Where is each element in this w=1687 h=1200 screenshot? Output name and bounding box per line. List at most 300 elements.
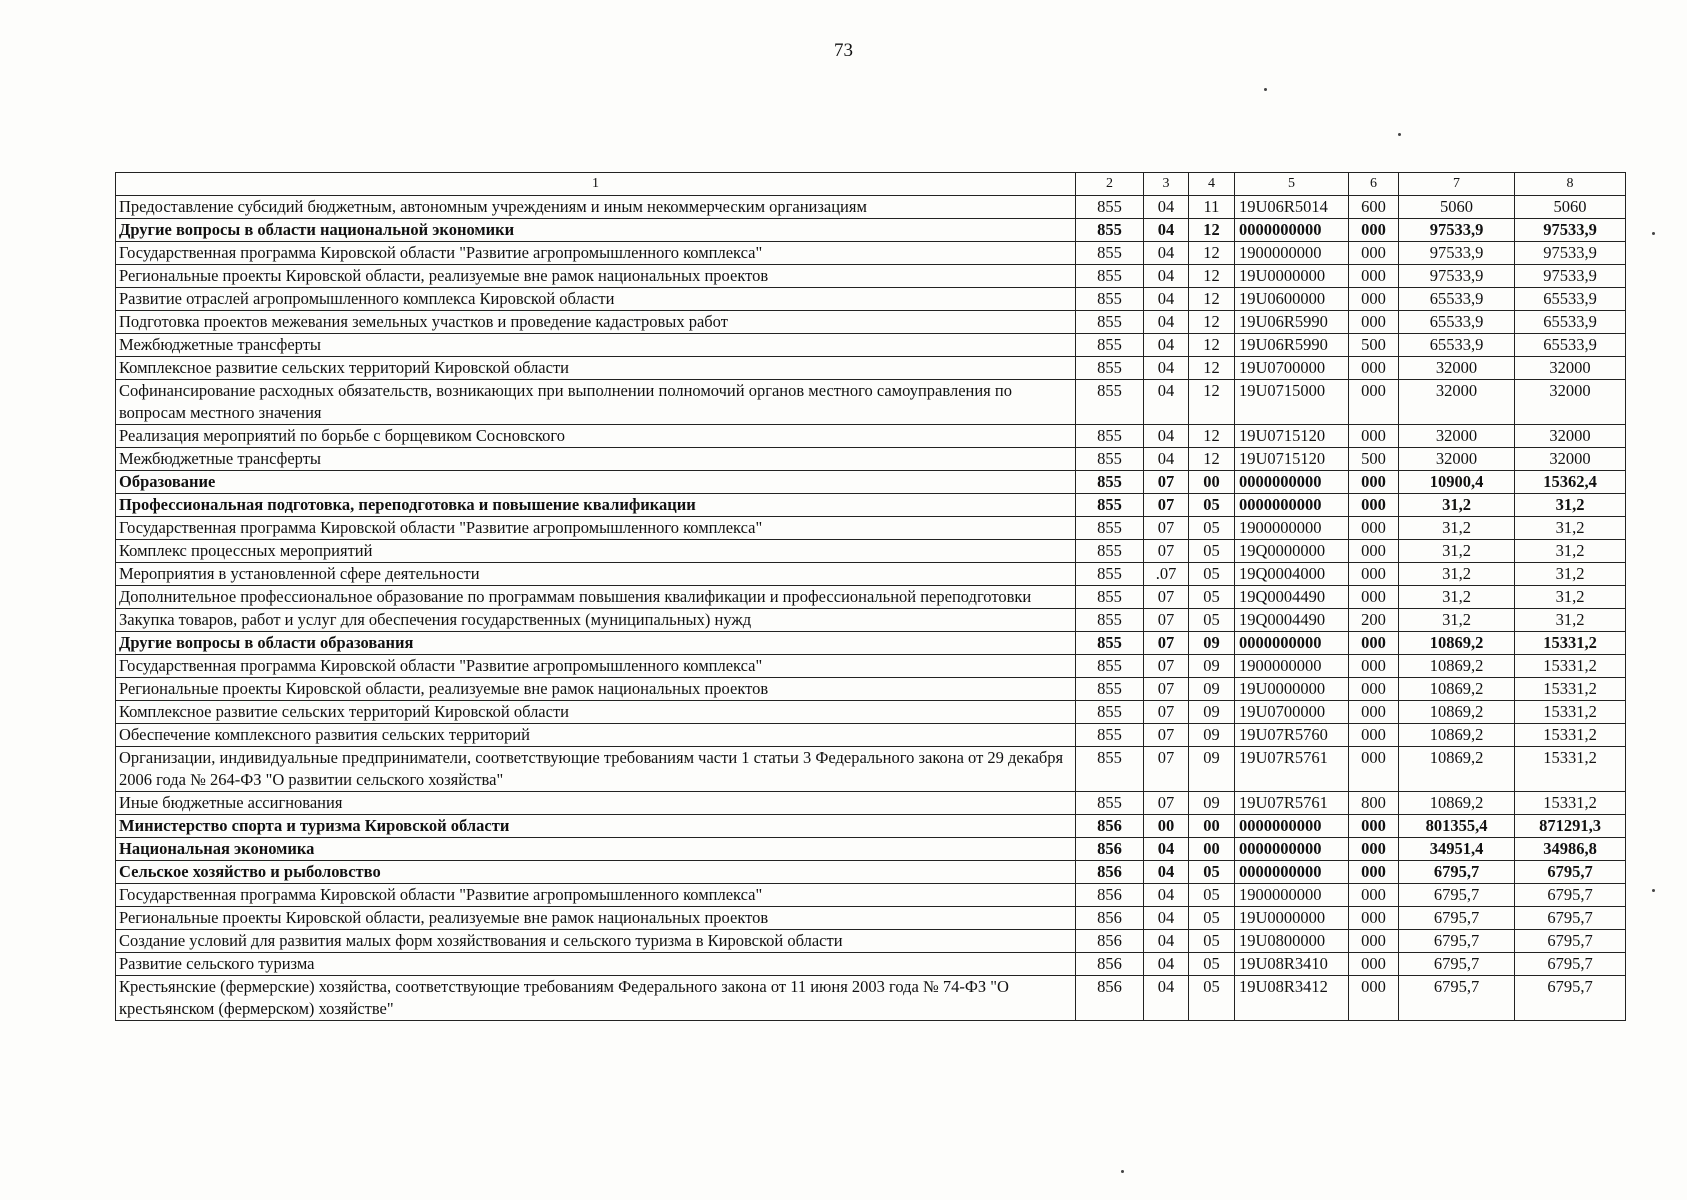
col8-amount-cell: 31,2 [1515,609,1626,632]
col5-code-cell: 19U0700000 [1235,701,1349,724]
col4-cell: 09 [1189,747,1235,792]
col2-cell: 855 [1076,655,1144,678]
row-name-cell: Государственная программа Кировской области "Развитие агропромышленного комплекса" [116,884,1076,907]
col2-cell: 855 [1076,724,1144,747]
col5-code-cell: 0000000000 [1235,219,1349,242]
col2-cell: 855 [1076,288,1144,311]
row-name-cell: Сельское хозяйство и рыболовство [116,861,1076,884]
col6-cell: 000 [1349,724,1399,747]
table-row [116,838,1626,861]
row-name-cell: Развитие отраслей агропромышленного комплекса Кировской области [116,288,1076,311]
col6-cell: 000 [1349,884,1399,907]
col8-amount-cell: 15362,4 [1515,471,1626,494]
row-name-cell: Крестьянские (фермерские) хозяйства, соответствующие требованиям Федерального закона от 11 июня 2003 года № 74-ФЗ "О крестьянском (фермерском) хозяйстве" [116,976,1076,1021]
header-col-3: 3 [1144,173,1189,196]
col8-amount-cell: 15331,2 [1515,655,1626,678]
col6-cell: 500 [1349,334,1399,357]
col6-cell: 000 [1349,242,1399,265]
scan-speck [1652,232,1655,235]
table-header-row [116,173,1626,196]
col2-cell: 855 [1076,701,1144,724]
row-name-cell: Региональные проекты Кировской области, реализуемые вне рамок национальных проектов [116,907,1076,930]
col2-cell: 855 [1076,425,1144,448]
col7-amount-cell: 10869,2 [1399,701,1515,724]
col5-code-cell: 19U07R5760 [1235,724,1349,747]
col5-code-cell: 19Q0004490 [1235,609,1349,632]
col4-cell: 09 [1189,655,1235,678]
col8-amount-cell: 31,2 [1515,563,1626,586]
col7-amount-cell: 31,2 [1399,563,1515,586]
col8-amount-cell: 31,2 [1515,540,1626,563]
col3-cell: 07 [1144,494,1189,517]
table-row [116,334,1626,357]
col5-code-cell: 1900000000 [1235,242,1349,265]
col7-amount-cell: 5060 [1399,196,1515,219]
col8-amount-cell: 871291,3 [1515,815,1626,838]
table-row [116,288,1626,311]
col4-cell: 05 [1189,930,1235,953]
col8-amount-cell: 6795,7 [1515,953,1626,976]
col8-amount-cell: 6795,7 [1515,861,1626,884]
col5-code-cell: 19Q0004000 [1235,563,1349,586]
col5-code-cell: 19U0700000 [1235,357,1349,380]
scan-speck [1652,889,1655,892]
col4-cell: 05 [1189,609,1235,632]
col6-cell: 500 [1349,448,1399,471]
page-number: 73 [834,40,853,61]
col2-cell: 855 [1076,586,1144,609]
row-name-cell: Государственная программа Кировской области "Развитие агропромышленного комплекса" [116,517,1076,540]
col7-amount-cell: 10869,2 [1399,724,1515,747]
scan-speck [1121,1170,1124,1173]
col8-amount-cell: 15331,2 [1515,632,1626,655]
col3-cell: 07 [1144,517,1189,540]
col3-cell: 07 [1144,586,1189,609]
col4-cell: 12 [1189,219,1235,242]
col4-cell: 12 [1189,311,1235,334]
col3-cell: 07 [1144,747,1189,792]
row-name-cell: Организации, индивидуальные предприниматели, соответствующие требованиям части 1 статьи 3 Федерального закона от 29 декабря 2006 года № 264-ФЗ "О развитии сельского хозяйства" [116,747,1076,792]
col3-cell: .07 [1144,563,1189,586]
col8-amount-cell: 15331,2 [1515,792,1626,815]
col5-code-cell: 1900000000 [1235,655,1349,678]
row-name-cell: Комплексное развитие сельских территорий Кировской области [116,357,1076,380]
col6-cell: 000 [1349,425,1399,448]
row-name-cell: Межбюджетные трансферты [116,334,1076,357]
col2-cell: 855 [1076,448,1144,471]
col6-cell: 000 [1349,632,1399,655]
col3-cell: 04 [1144,242,1189,265]
col2-cell: 855 [1076,678,1144,701]
col2-cell: 855 [1076,747,1144,792]
row-name-cell: Межбюджетные трансферты [116,448,1076,471]
col5-code-cell: 19U0715120 [1235,425,1349,448]
col3-cell: 07 [1144,678,1189,701]
col5-code-cell: 19U08R3410 [1235,953,1349,976]
col7-amount-cell: 32000 [1399,448,1515,471]
col8-amount-cell: 97533,9 [1515,242,1626,265]
col7-amount-cell: 10869,2 [1399,632,1515,655]
col8-amount-cell: 31,2 [1515,494,1626,517]
table-row [116,448,1626,471]
row-name-cell: Государственная программа Кировской области "Развитие агропромышленного комплекса" [116,655,1076,678]
row-name-cell: Подготовка проектов межевания земельных участков и проведение кадастровых работ [116,311,1076,334]
col3-cell: 04 [1144,425,1189,448]
col7-amount-cell: 6795,7 [1399,930,1515,953]
col7-amount-cell: 97533,9 [1399,242,1515,265]
table-row [116,494,1626,517]
col4-cell: 05 [1189,517,1235,540]
col5-code-cell: 0000000000 [1235,861,1349,884]
table-row [116,747,1626,792]
col6-cell: 000 [1349,311,1399,334]
col3-cell: 04 [1144,861,1189,884]
row-name-cell: Реализация мероприятий по борьбе с борщевиком Сосновского [116,425,1076,448]
col6-cell: 000 [1349,265,1399,288]
col2-cell: 855 [1076,242,1144,265]
col5-code-cell: 19U0600000 [1235,288,1349,311]
col5-code-cell: 1900000000 [1235,517,1349,540]
row-name-cell: Профессиональная подготовка, переподготовка и повышение квалификации [116,494,1076,517]
row-name-cell: Комплекс процессных мероприятий [116,540,1076,563]
col4-cell: 12 [1189,288,1235,311]
col3-cell: 04 [1144,219,1189,242]
col2-cell: 855 [1076,219,1144,242]
col4-cell: 09 [1189,632,1235,655]
col8-amount-cell: 6795,7 [1515,907,1626,930]
col2-cell: 856 [1076,953,1144,976]
col7-amount-cell: 31,2 [1399,540,1515,563]
col6-cell: 600 [1349,196,1399,219]
col2-cell: 856 [1076,930,1144,953]
col3-cell: 04 [1144,288,1189,311]
col2-cell: 855 [1076,357,1144,380]
col5-code-cell: 19U07R5761 [1235,747,1349,792]
col8-amount-cell: 32000 [1515,380,1626,425]
col3-cell: 07 [1144,609,1189,632]
col7-amount-cell: 97533,9 [1399,265,1515,288]
header-col-2: 2 [1076,173,1144,196]
col5-code-cell: 19U06R5990 [1235,334,1349,357]
table-row [116,517,1626,540]
header-col-4: 4 [1189,173,1235,196]
budget-table [115,172,1626,1021]
col4-cell: 12 [1189,425,1235,448]
col8-amount-cell: 65533,9 [1515,334,1626,357]
scan-speck [1264,88,1267,91]
col2-cell: 855 [1076,196,1144,219]
col5-code-cell: 19U07R5761 [1235,792,1349,815]
table-row [116,311,1626,334]
col3-cell: 04 [1144,334,1189,357]
col5-code-cell: 19U0000000 [1235,265,1349,288]
col4-cell: 11 [1189,196,1235,219]
col7-amount-cell: 31,2 [1399,517,1515,540]
col8-amount-cell: 31,2 [1515,517,1626,540]
col7-amount-cell: 31,2 [1399,609,1515,632]
table-row [116,357,1626,380]
table-row [116,861,1626,884]
row-name-cell: Закупка товаров, работ и услуг для обеспечения государственных (муниципальных) нужд [116,609,1076,632]
table-row [116,219,1626,242]
row-name-cell: Региональные проекты Кировской области, реализуемые вне рамок национальных проектов [116,265,1076,288]
table-row [116,632,1626,655]
col6-cell: 000 [1349,494,1399,517]
col3-cell: 04 [1144,838,1189,861]
col5-code-cell: 0000000000 [1235,838,1349,861]
col5-code-cell: 19Q0000000 [1235,540,1349,563]
col4-cell: 09 [1189,792,1235,815]
row-name-cell: Образование [116,471,1076,494]
col3-cell: 07 [1144,792,1189,815]
col4-cell: 05 [1189,494,1235,517]
row-name-cell: Национальная экономика [116,838,1076,861]
col3-cell: 04 [1144,265,1189,288]
col7-amount-cell: 10869,2 [1399,792,1515,815]
col4-cell: 05 [1189,953,1235,976]
col4-cell: 12 [1189,380,1235,425]
col2-cell: 856 [1076,884,1144,907]
col8-amount-cell: 15331,2 [1515,678,1626,701]
col7-amount-cell: 10869,2 [1399,655,1515,678]
col8-amount-cell: 32000 [1515,448,1626,471]
col7-amount-cell: 10869,2 [1399,678,1515,701]
col8-amount-cell: 6795,7 [1515,930,1626,953]
col3-cell: 04 [1144,884,1189,907]
col2-cell: 856 [1076,907,1144,930]
col2-cell: 855 [1076,380,1144,425]
row-name-cell: Мероприятия в установленной сфере деятельности [116,563,1076,586]
table-row [116,678,1626,701]
col7-amount-cell: 32000 [1399,380,1515,425]
col7-amount-cell: 31,2 [1399,494,1515,517]
col8-amount-cell: 15331,2 [1515,724,1626,747]
col4-cell: 05 [1189,861,1235,884]
col6-cell: 000 [1349,380,1399,425]
col3-cell: 07 [1144,540,1189,563]
col7-amount-cell: 65533,9 [1399,334,1515,357]
row-name-cell: Создание условий для развития малых форм хозяйствования и сельского туризма в Кировской области [116,930,1076,953]
col3-cell: 07 [1144,655,1189,678]
col5-code-cell: 0000000000 [1235,471,1349,494]
table-row [116,586,1626,609]
col8-amount-cell: 34986,8 [1515,838,1626,861]
col5-code-cell: 1900000000 [1235,884,1349,907]
row-name-cell: Иные бюджетные ассигнования [116,792,1076,815]
col3-cell: 04 [1144,907,1189,930]
col2-cell: 856 [1076,815,1144,838]
col6-cell: 000 [1349,953,1399,976]
col4-cell: 09 [1189,701,1235,724]
col5-code-cell: 19U0000000 [1235,678,1349,701]
row-name-cell: Комплексное развитие сельских территорий Кировской области [116,701,1076,724]
col5-code-cell: 0000000000 [1235,815,1349,838]
col7-amount-cell: 6795,7 [1399,976,1515,1021]
col2-cell: 855 [1076,471,1144,494]
row-name-cell: Региональные проекты Кировской области, реализуемые вне рамок национальных проектов [116,678,1076,701]
row-name-cell: Другие вопросы в области национальной экономики [116,219,1076,242]
col7-amount-cell: 32000 [1399,357,1515,380]
col2-cell: 855 [1076,311,1144,334]
col4-cell: 12 [1189,334,1235,357]
table-row [116,907,1626,930]
table-row [116,792,1626,815]
col7-amount-cell: 65533,9 [1399,288,1515,311]
table-row [116,953,1626,976]
col3-cell: 00 [1144,815,1189,838]
table-row [116,471,1626,494]
col2-cell: 855 [1076,517,1144,540]
col7-amount-cell: 65533,9 [1399,311,1515,334]
row-name-cell: Министерство спорта и туризма Кировской области [116,815,1076,838]
col2-cell: 855 [1076,609,1144,632]
col4-cell: 12 [1189,357,1235,380]
col4-cell: 05 [1189,884,1235,907]
col4-cell: 09 [1189,678,1235,701]
col8-amount-cell: 15331,2 [1515,747,1626,792]
col7-amount-cell: 97533,9 [1399,219,1515,242]
col5-code-cell: 19U0715120 [1235,448,1349,471]
table-row [116,884,1626,907]
col8-amount-cell: 97533,9 [1515,265,1626,288]
col7-amount-cell: 801355,4 [1399,815,1515,838]
col5-code-cell: 0000000000 [1235,632,1349,655]
col3-cell: 04 [1144,357,1189,380]
col8-amount-cell: 97533,9 [1515,219,1626,242]
col7-amount-cell: 6795,7 [1399,907,1515,930]
row-name-cell: Дополнительное профессиональное образование по программам повышения квалификации и профессиональной переподготовки [116,586,1076,609]
table-row [116,265,1626,288]
col6-cell: 000 [1349,540,1399,563]
col4-cell: 05 [1189,586,1235,609]
col4-cell: 12 [1189,265,1235,288]
col7-amount-cell: 6795,7 [1399,861,1515,884]
row-name-cell: Обеспечение комплексного развития сельских территорий [116,724,1076,747]
col7-amount-cell: 6795,7 [1399,884,1515,907]
col8-amount-cell: 32000 [1515,357,1626,380]
header-col-6: 6 [1349,173,1399,196]
col6-cell: 000 [1349,517,1399,540]
row-name-cell: Другие вопросы в области образования [116,632,1076,655]
table-row [116,815,1626,838]
col6-cell: 000 [1349,586,1399,609]
col3-cell: 07 [1144,632,1189,655]
col2-cell: 856 [1076,838,1144,861]
col8-amount-cell: 5060 [1515,196,1626,219]
col2-cell: 856 [1076,976,1144,1021]
row-name-cell: Софинансирование расходных обязательств, возникающих при выполнении полномочий органов местного самоуправления по вопросам местного значения [116,380,1076,425]
col6-cell: 800 [1349,792,1399,815]
col2-cell: 855 [1076,632,1144,655]
col3-cell: 04 [1144,311,1189,334]
col7-amount-cell: 6795,7 [1399,953,1515,976]
col2-cell: 855 [1076,563,1144,586]
col5-code-cell: 19U06R5014 [1235,196,1349,219]
table-row [116,609,1626,632]
scan-speck [1398,133,1401,136]
col5-code-cell: 19U08R3412 [1235,976,1349,1021]
col5-code-cell: 19U0715000 [1235,380,1349,425]
col6-cell: 000 [1349,907,1399,930]
col6-cell: 000 [1349,288,1399,311]
table-row [116,196,1626,219]
table-row [116,724,1626,747]
col4-cell: 09 [1189,724,1235,747]
table-row [116,701,1626,724]
col2-cell: 855 [1076,334,1144,357]
table-row [116,655,1626,678]
col6-cell: 000 [1349,357,1399,380]
col8-amount-cell: 32000 [1515,425,1626,448]
col6-cell: 000 [1349,838,1399,861]
col2-cell: 856 [1076,861,1144,884]
col6-cell: 000 [1349,815,1399,838]
col7-amount-cell: 32000 [1399,425,1515,448]
col4-cell: 05 [1189,907,1235,930]
col6-cell: 200 [1349,609,1399,632]
col2-cell: 855 [1076,265,1144,288]
header-col-5: 5 [1235,173,1349,196]
col6-cell: 000 [1349,861,1399,884]
table-body [116,196,1626,1021]
col2-cell: 855 [1076,792,1144,815]
col3-cell: 04 [1144,953,1189,976]
col2-cell: 855 [1076,494,1144,517]
col8-amount-cell: 31,2 [1515,586,1626,609]
col8-amount-cell: 65533,9 [1515,311,1626,334]
table-row [116,930,1626,953]
col6-cell: 000 [1349,976,1399,1021]
col2-cell: 855 [1076,540,1144,563]
table-row [116,976,1626,1021]
col3-cell: 07 [1144,701,1189,724]
col7-amount-cell: 31,2 [1399,586,1515,609]
col4-cell: 00 [1189,815,1235,838]
col4-cell: 05 [1189,563,1235,586]
col8-amount-cell: 6795,7 [1515,976,1626,1021]
col7-amount-cell: 34951,4 [1399,838,1515,861]
col6-cell: 000 [1349,655,1399,678]
col5-code-cell: 19U06R5990 [1235,311,1349,334]
table-row [116,563,1626,586]
col8-amount-cell: 15331,2 [1515,701,1626,724]
col3-cell: 04 [1144,196,1189,219]
col3-cell: 04 [1144,976,1189,1021]
header-col-1: 1 [116,173,1076,196]
col5-code-cell: 0000000000 [1235,494,1349,517]
col3-cell: 04 [1144,448,1189,471]
col8-amount-cell: 65533,9 [1515,288,1626,311]
col4-cell: 05 [1189,540,1235,563]
col3-cell: 07 [1144,724,1189,747]
col4-cell: 12 [1189,242,1235,265]
table-row [116,540,1626,563]
col8-amount-cell: 6795,7 [1515,884,1626,907]
col6-cell: 000 [1349,701,1399,724]
col3-cell: 04 [1144,930,1189,953]
col7-amount-cell: 10900,4 [1399,471,1515,494]
col6-cell: 000 [1349,219,1399,242]
col5-code-cell: 19Q0004490 [1235,586,1349,609]
col6-cell: 000 [1349,930,1399,953]
col7-amount-cell: 10869,2 [1399,747,1515,792]
row-name-cell: Предоставление субсидий бюджетным, автономным учреждениям и иным некоммерческим организациям [116,196,1076,219]
col4-cell: 05 [1189,976,1235,1021]
col6-cell: 000 [1349,563,1399,586]
col5-code-cell: 19U0000000 [1235,907,1349,930]
col3-cell: 07 [1144,471,1189,494]
col6-cell: 000 [1349,471,1399,494]
